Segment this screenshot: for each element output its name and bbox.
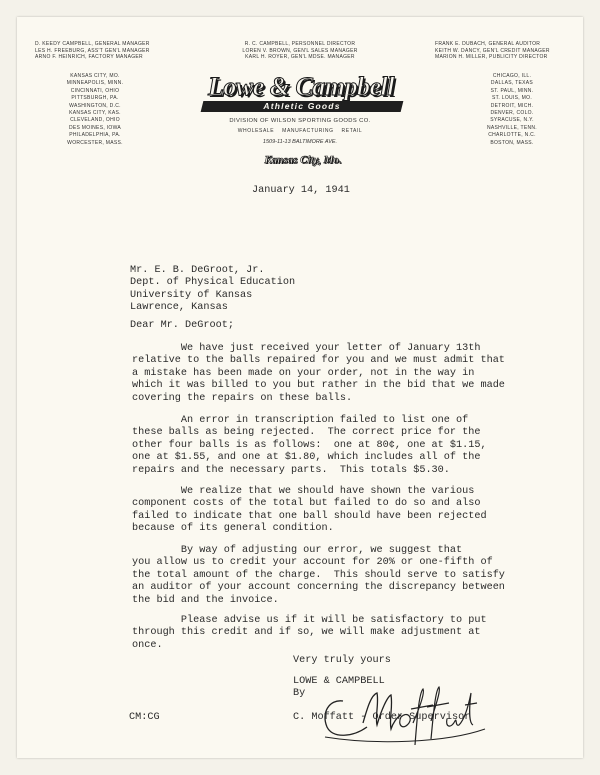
officer-line: KEITH W. DANCY, GEN'L CREDIT MANAGER xyxy=(435,47,550,54)
city-line: KANSAS CITY, KAS. xyxy=(69,110,121,117)
text-line: the total amount of the charge. This should serve to satisfy xyxy=(132,569,505,581)
text-line: relative to the balls repaired for you and we must admit that xyxy=(132,355,505,367)
text-line: because of its general condition. xyxy=(132,523,334,535)
right-officers xyxy=(435,41,550,61)
city-line: MINNEAPOLIS, MINN. xyxy=(66,80,124,87)
address-line: Dept. of Physical Education xyxy=(130,277,296,289)
company-signature-line: LOWE & CAMPBELL xyxy=(293,676,385,687)
city-line: CLEVELAND, OHIO xyxy=(70,117,120,124)
text-line: through this credit and if so, we will make adjustment at xyxy=(132,627,481,639)
text-line: which it was billed to you but rather in the bid that we made xyxy=(132,380,505,392)
text-line: By way of adjusting our error, we suggest that xyxy=(132,545,463,556)
city-line: PITTSBURGH, PA. xyxy=(71,95,119,102)
text-line: component costs of the total but failed to do so and also xyxy=(132,498,481,510)
city-line: WASHINGTON, D.C. xyxy=(69,102,121,109)
letter-date: January 14, 1941 xyxy=(252,185,350,196)
city-line: SYRACUSE, N.Y. xyxy=(490,117,534,124)
logo-tagline: Athletic Goods xyxy=(263,101,341,111)
city-line: PHILADELPHIA, PA. xyxy=(69,132,121,139)
text-line: repairs and the necessary parts. This totals $5.30. xyxy=(132,464,450,476)
text-line: once. xyxy=(132,639,163,651)
text-line: Please advise us if it will be satisfactory to put xyxy=(132,615,487,626)
company-logo: Lowe & Campbell xyxy=(207,72,395,101)
city-line: DENVER, COLO. xyxy=(490,110,534,117)
officer-line: MARION H. MILLER, PUBLICITY DIRECTOR xyxy=(435,54,548,61)
city-line: DES MOINES, IOWA xyxy=(68,124,122,131)
paragraph-1 xyxy=(132,343,552,405)
officer-line: ARNO F. HEINRICH, FACTORY MANAGER xyxy=(35,54,143,61)
salutation: Dear Mr. DeGroot; xyxy=(130,320,234,331)
text-line: We have just received your letter of January 13th xyxy=(132,343,481,354)
text-line: you allow us to credit your account for 20% or one-fifth of xyxy=(132,557,493,569)
center-officers xyxy=(220,41,380,61)
paragraph-5 xyxy=(132,615,552,652)
officer-line: R. C. CAMPBELL, PERSONNEL DIRECTOR xyxy=(244,41,356,47)
city-line: DALLAS, TEXAS xyxy=(490,80,534,87)
text-line: one at $1.55, and one at $1.80, which includes all of the xyxy=(132,452,481,464)
officer-line: FRANK E. DUBACH, GENERAL AUDITOR xyxy=(435,41,541,47)
street-address: 1509-11-13 BALTIMORE AVE. xyxy=(262,139,338,145)
text-line: other four balls is as follows: one at 80¢, one at $1.15, xyxy=(132,439,487,451)
text-line: a mistake has been made on your order, not in the way in xyxy=(132,367,475,379)
letter-page xyxy=(17,17,583,758)
right-branch-cities xyxy=(457,73,567,147)
officer-line: LES H. FREEBURG, ASS'T GEN'L MANAGER xyxy=(35,47,150,54)
complimentary-close: Very truly yours xyxy=(293,655,391,666)
city-line: WORCESTER, MASS. xyxy=(67,139,123,146)
typist-initials: CM:CG xyxy=(129,712,160,723)
division-line: DIVISION OF WILSON SPORTING GOODS CO. xyxy=(229,118,371,124)
services-line: WHOLESALE MANUFACTURING RETAIL xyxy=(237,128,363,134)
city-line: BOSTON, MASS. xyxy=(490,139,534,146)
address-line: Mr. E. B. DeGroot, Jr. xyxy=(130,265,265,276)
text-line: an auditor of your account concerning the discrepancy between xyxy=(132,582,505,594)
text-line: failed to indicate that one ball should have been rejected xyxy=(132,510,487,522)
officer-line: D. KEEDY CAMPBELL, GENERAL MANAGER xyxy=(35,41,150,47)
city-logo: Kansas City, Mo. xyxy=(264,154,342,166)
city-line: CINCINNATI, OHIO xyxy=(70,87,120,94)
by-label: By xyxy=(293,688,306,699)
text-line: these balls as being rejected. The correct price for the xyxy=(132,427,481,439)
city-line: CHARLOTTE, N.C. xyxy=(488,132,536,139)
paragraph-2 xyxy=(132,415,552,477)
paragraph-4 xyxy=(132,545,552,607)
city-line: DETROIT, MICH. xyxy=(490,102,534,109)
officer-line: LOREN V. BROWN, GEN'L SALES MANAGER xyxy=(242,47,358,54)
city-line: CHICAGO, ILL. xyxy=(492,73,532,79)
signer-name: C. Moffatt - Order Supervisor xyxy=(293,712,471,723)
address-line: Lawrence, Kansas xyxy=(130,302,228,314)
text-line: We realize that we should have shown the various xyxy=(132,486,475,497)
officer-line: KARL H. ROYER, GEN'L MDSE. MANAGER xyxy=(245,54,355,61)
city-line: ST. LOUIS, MO. xyxy=(491,95,533,102)
text-line: the bid and the invoice. xyxy=(132,594,279,606)
left-branch-cities xyxy=(37,73,153,147)
city-line: KANSAS CITY, MO. xyxy=(70,73,120,79)
city-line: ST. PAUL, MINN. xyxy=(490,87,534,94)
city-line: NASHVILLE, TENN. xyxy=(487,124,537,131)
address-line: University of Kansas xyxy=(130,289,253,301)
text-line: An error in transcription failed to list one of xyxy=(132,415,469,426)
paragraph-3 xyxy=(132,486,552,536)
left-officers xyxy=(35,41,150,61)
text-line: covering the repairs on these balls. xyxy=(132,392,353,404)
recipient-address xyxy=(130,265,295,315)
